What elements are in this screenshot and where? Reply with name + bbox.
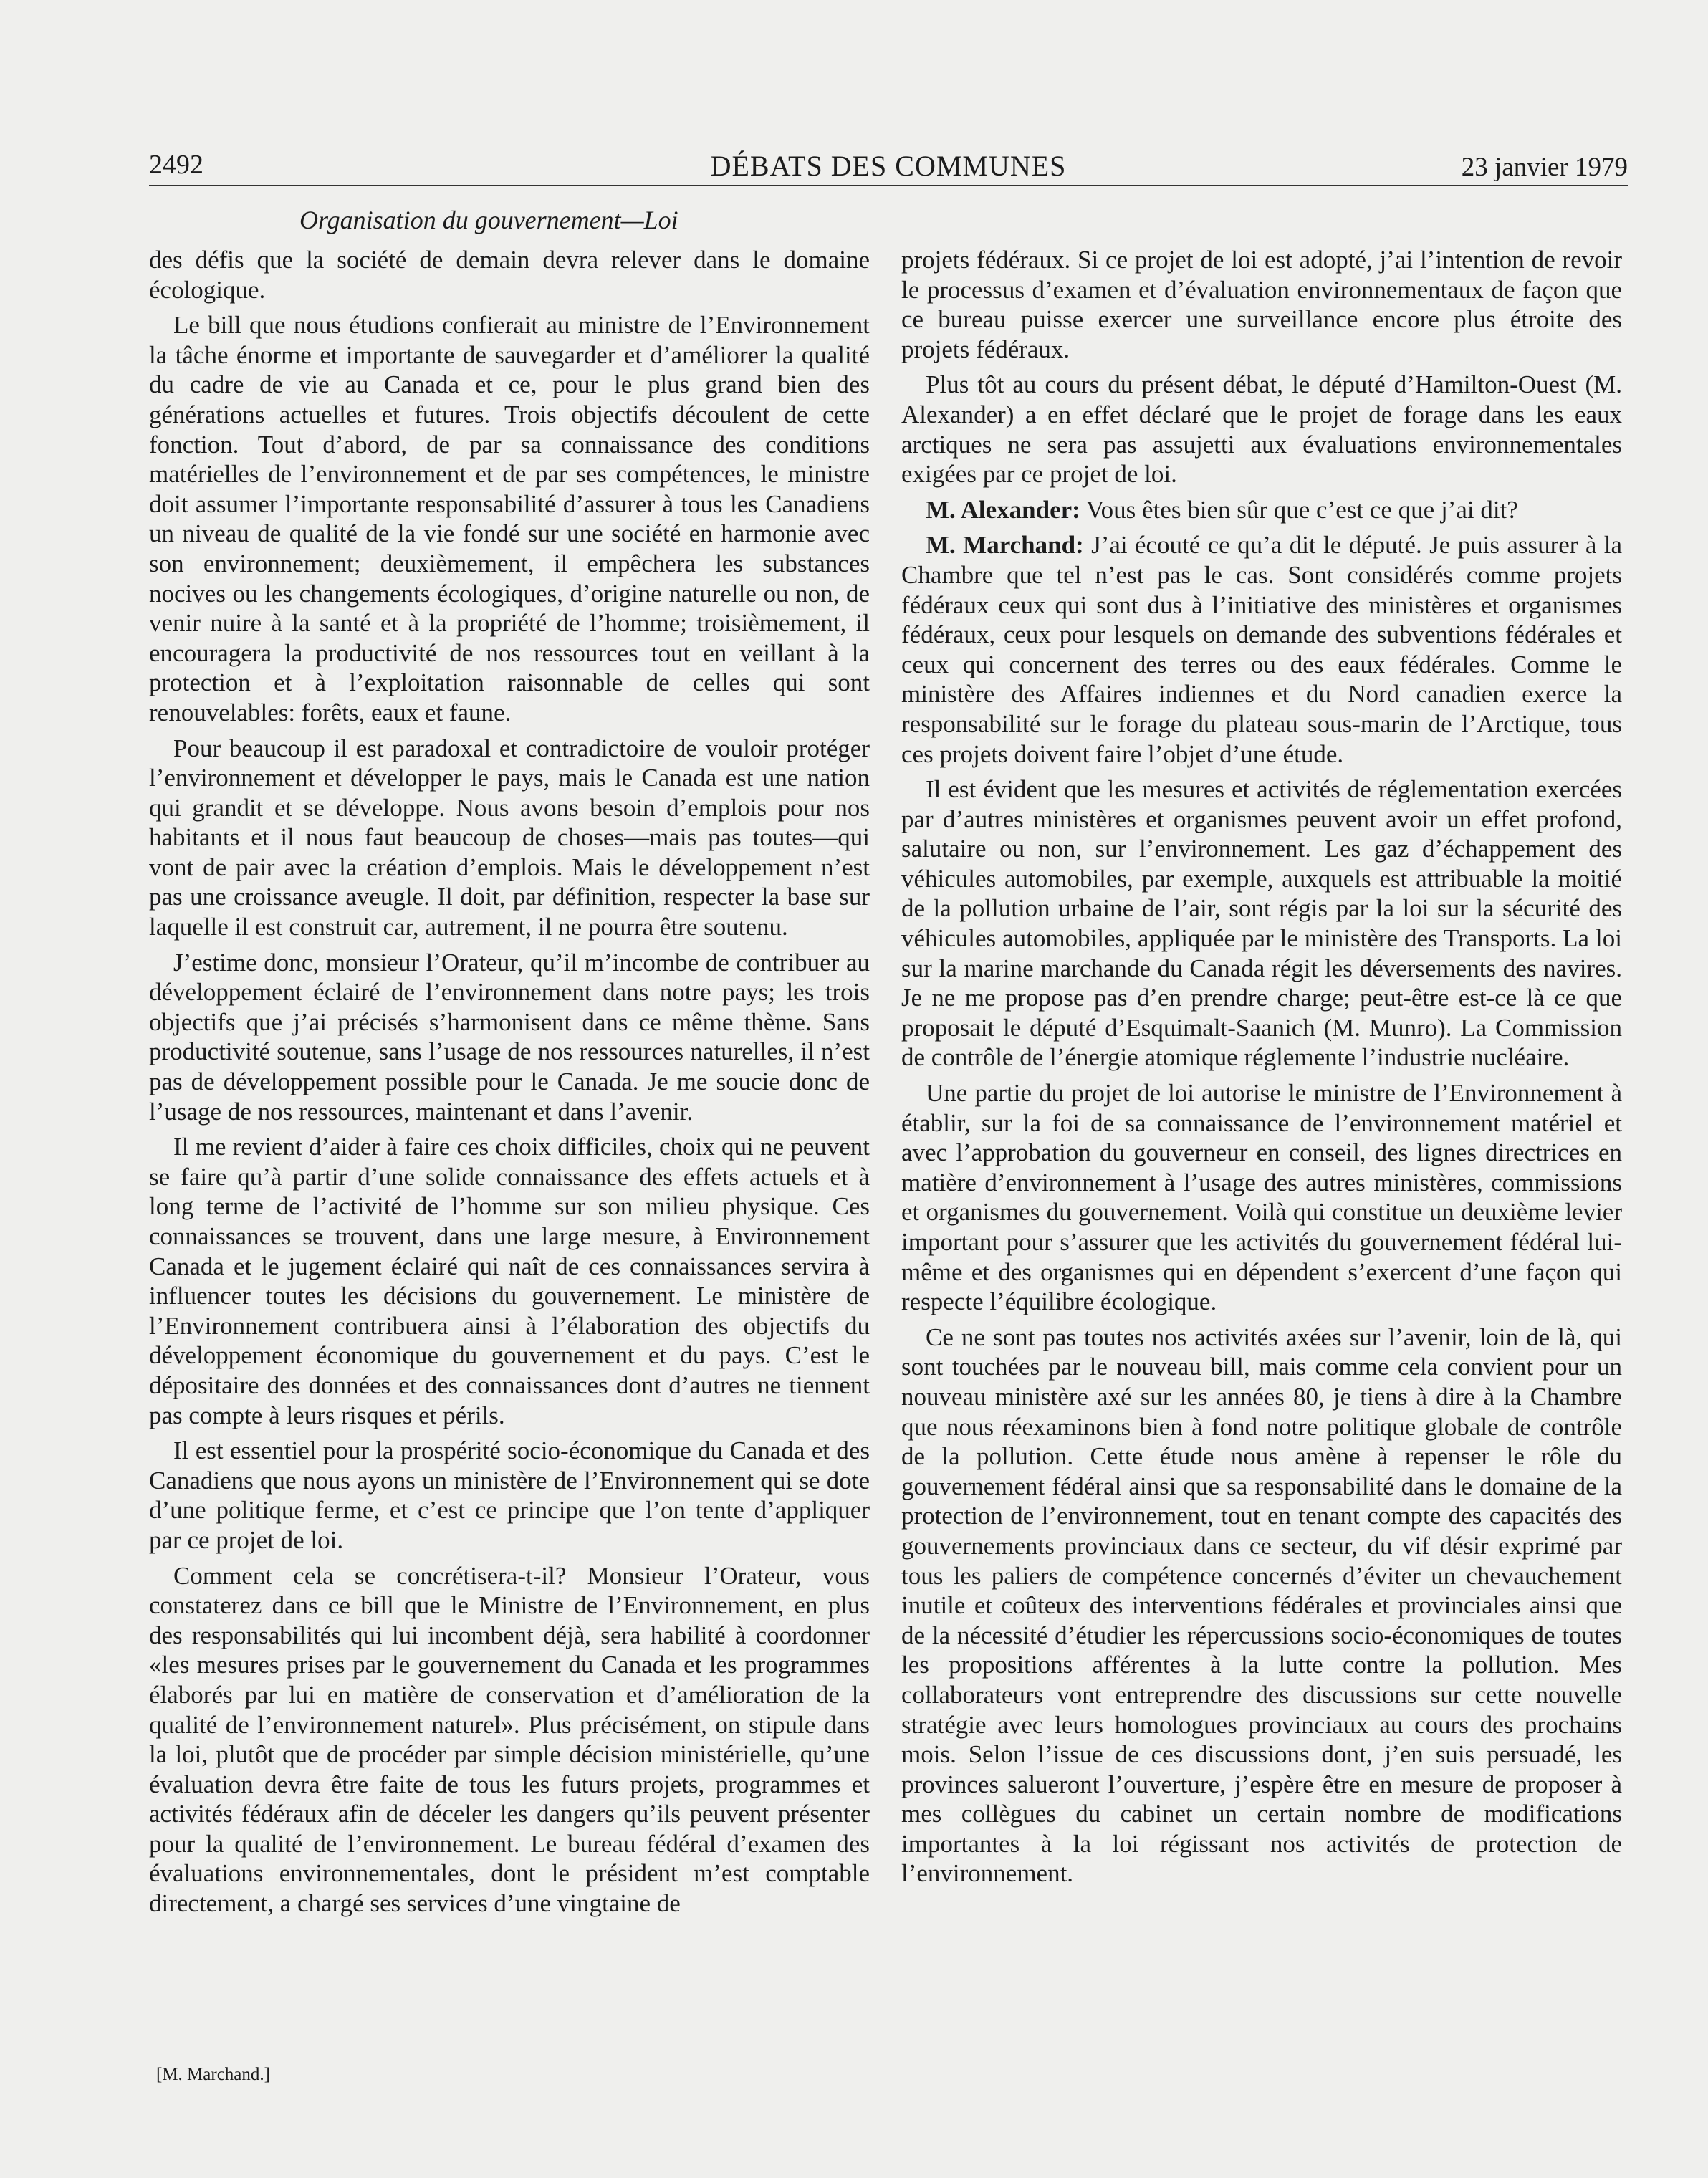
right-column xyxy=(901,245,1622,1894)
speaker-paragraph xyxy=(901,495,1622,525)
paragraph: Plus tôt au cours du présent débat, le député d’Hamilton-Ouest (M. Alexander) a en effet déclaré que le projet de forage dans les eaux arctiques ne sera pas assujetti aux évaluations environnementales exigées par ce projet de loi. xyxy=(901,370,1622,489)
paragraph: Comment cela se concrétisera-t-il? Monsieur l’Orateur, vous constaterez dans ce bill que le Ministre de l’Environnement, en plus des responsabilités qui lui incombent déjà, sera habilité à coordonner «les mesures prises par le gouvernement du Canada et les programmes élaborés par lui en matière de conservation et d’amélioration de la qualité de l’environnement naturel». Plus précisément, on stipule dans la loi, plutôt que de procéder par simple décision ministérielle, qu’une évaluation devra être faite de tous les futurs projets, programmes et activités fédéraux afin de déceler les dangers qu’ils peuvent présenter pour la qualité de l’environnement. Le bureau fédéral d’examen des évaluations environnementales, dont le président m’est comptable directement, a chargé ses services d’une vingtaine de xyxy=(149,1561,870,1918)
paragraph: Une partie du projet de loi autorise le ministre de l’Environnement à établir, sur la foi de sa connaissance de l’environnement matériel et avec l’approbation du gouverneur en conseil, des lignes directrices en matière d’environnement à l’usage des autres ministères, commissions et organismes du gouvernement. Voilà qui constitue un deuxième levier important pour s’assurer que les activités du gouvernement fédéral lui-même et des organismes qui en dépendent s’exercent d’une façon qui respecte l’équilibre écologique. xyxy=(901,1079,1622,1316)
speech-text: Vous êtes bien sûr que c’est ce que j’ai dit? xyxy=(1080,495,1518,524)
page-number: 2492 xyxy=(149,150,203,180)
page-header xyxy=(149,149,1628,186)
paragraph: projets fédéraux. Si ce projet de loi est adopté, j’ai l’intention de revoir le processus d’examen et d’évaluation environnementaux de façon que ce bureau puisse exercer une surveillance encore plus étroite des projets fédéraux. xyxy=(901,246,1622,363)
journal-title: DÉBATS DES COMMUNES xyxy=(710,150,1067,182)
paragraph: Le bill que nous étudions confierait au ministre de l’Environnement la tâche énorme et importante de sauvegarder et d’améliorer la qualité du cadre de vie au Canada et ce, pour le plus grand bien des générations actuelles et futures. Trois objectifs découlent de cette fonction. Tout d’abord, de par sa connaissance des conditions matérielles de l’environnement et de par ses compétences, le ministre doit assumer l’importante responsabilité d’assurer à tous les Canadiens un niveau de qualité de la vie fondé sur une société en harmonie avec son environnement; deuxièmement, il empêchera les substances nocives ou les changements écologiques, d’origine naturelle ou non, de venir nuire à la santé et à la propriété de l’homme; troisièmement, il encouragera la productivité de nos ressources tout en veillant à la protection et à l’exploitation raisonnable de celles qui sont renouvelables: forêts, eaux et faune. xyxy=(149,311,870,726)
speech-text: J’ai écouté ce qu’a dit le député. Je puis assurer à la Chambre que tel n’est pas le cas. Sont considérés comme projets fédéraux ceux qui sont dus à l’initiative des ministères et organismes fédéraux, ceux pour lesquels on demande des subventions fédérales et ceux qui concernent des terres ou des eaux fédérales. Comme le ministère des Affaires indiennes et du Nord canadien exerce la responsabilité sur le forage du plateau sous-marin de l’Arctique, tous ces projets doivent faire l’objet d’une étude. xyxy=(901,531,1622,768)
speaker-name: M. Marchand: xyxy=(926,531,1084,560)
paragraph: Ce ne sont pas toutes nos activités axées sur l’avenir, loin de là, qui sont touchées par le nouveau bill, mais comme cela convient pour un nouveau ministère axé sur les années 80, je tiens à dire à la Chambre que nous réexaminons bien à fond notre politique globale de contrôle de la pollution. Cette étude nous amène à repenser le rôle du gouvernement fédéral ainsi que sa responsabilité dans le domaine de la protection de l’environnement, tout en tenant compte des capacités des gouvernements provinciaux dans ce secteur, du vif désir exprimé par tous les paliers de compétence concernés d’éviter un chevauchement inutile et coûteux des interventions fédérales et provinciales ainsi que de la nécessité d’étudier les répercussions socio-économiques de toutes les propositions afférentes à la lutte contre la pollution. Mes collaborateurs vont entreprendre des discussions sur cette nouvelle stratégie avec leurs homologues provinciaux au cours des prochains mois. Selon l’issue de ces discussions dont, j’en suis persuadé, les provinces salueront l’ouverture, j’espère être en mesure de proposer à mes collègues du cabinet un certain nombre de modifications importantes à la loi régissant nos activités de protection de l’environnement. xyxy=(901,1323,1622,1888)
speaker-name: M. Alexander: xyxy=(926,495,1080,524)
header-rule xyxy=(149,185,1628,186)
paragraph: J’estime donc, monsieur l’Orateur, qu’il m’incombe de contribuer au développement éclairé de l’environnement dans notre pays; les trois objectifs que j’ai précisés s’harmonisent dans ce même thème. Sans productivité soutenue, sans l’usage de nos ressources naturelles, il n’est pas de développement possible pour le Canada. Je me soucie donc de l’usage de nos ressources, maintenant et dans l’avenir. xyxy=(149,948,870,1126)
speaker-paragraph xyxy=(901,530,1622,769)
paragraph: Pour beaucoup il est paradoxal et contradictoire de vouloir protéger l’environnement et développer le pays, mais le Canada est une nation qui grandit et se développe. Nous avons besoin d’emplois pour nos habitants et il nous faut beaucoup de choses—mais pas toutes—qui vont de pair avec la création d’emplois. Mais le développement n’est pas une croissance aveugle. Il doit, par définition, respecter la base sur laquelle il est construit car, autrement, il ne pourra être soutenu. xyxy=(149,734,870,941)
paragraph: des défis que la société de demain devra relever dans le domaine écologique. xyxy=(149,246,870,304)
sitting-date: 23 janvier 1979 xyxy=(1461,153,1628,182)
paragraph: Il est essentiel pour la prospérité socio-économique du Canada et des Canadiens que nous ayons un ministère de l’Environnement qui se dote d’une politique ferme, et c’est ce principe que l’on tente d’appliquer par ce projet de loi. xyxy=(149,1436,870,1554)
paragraph: Il est évident que les mesures et activités de réglementation exercées par d’autres ministères et organismes peuvent avoir un effet profond, salutaire ou non, sur l’environnement. Les gaz d’échappement des véhicules automobiles, par exemple, auxquels est attribuable la moitié de la pollution urbaine de l’air, sont régis par la loi sur la sécurité des véhicules automobiles, appliquée par le ministère des Transports. La loi sur la marine marchande du Canada régit les déversements des navires. Je ne me propose pas d’en prendre charge; peut-être est-ce là ce que proposait le député d’Esquimalt-Saanich (M. Munro). La Commission de contrôle de l’énergie atomique réglemente l’industrie nucléaire. xyxy=(901,775,1622,1072)
paragraph: Il me revient d’aider à faire ces choix difficiles, choix qui ne peuvent se faire qu’à partir d’une solide connaissance des effets actuels et à long terme de l’activité de l’homme sur son milieu physique. Ces connaissances se trouvent, dans une large mesure, à Environnement Canada et le jugement éclairé qui naît de ces connaissances servira à influencer toutes les décisions du gouvernement. Le ministère de l’Environnement contribuera ainsi à l’élaboration des objectifs du développement économique du gouvernement et du pays. C’est le dépositaire des données et des connaissances dont d’autres ne tiennent pas compte à leurs risques et périls. xyxy=(149,1133,870,1429)
running-head: Organisation du gouvernement—Loi xyxy=(299,206,678,234)
left-column xyxy=(149,245,870,1924)
speaker-attribution: [M. Marchand.] xyxy=(156,2065,270,2084)
